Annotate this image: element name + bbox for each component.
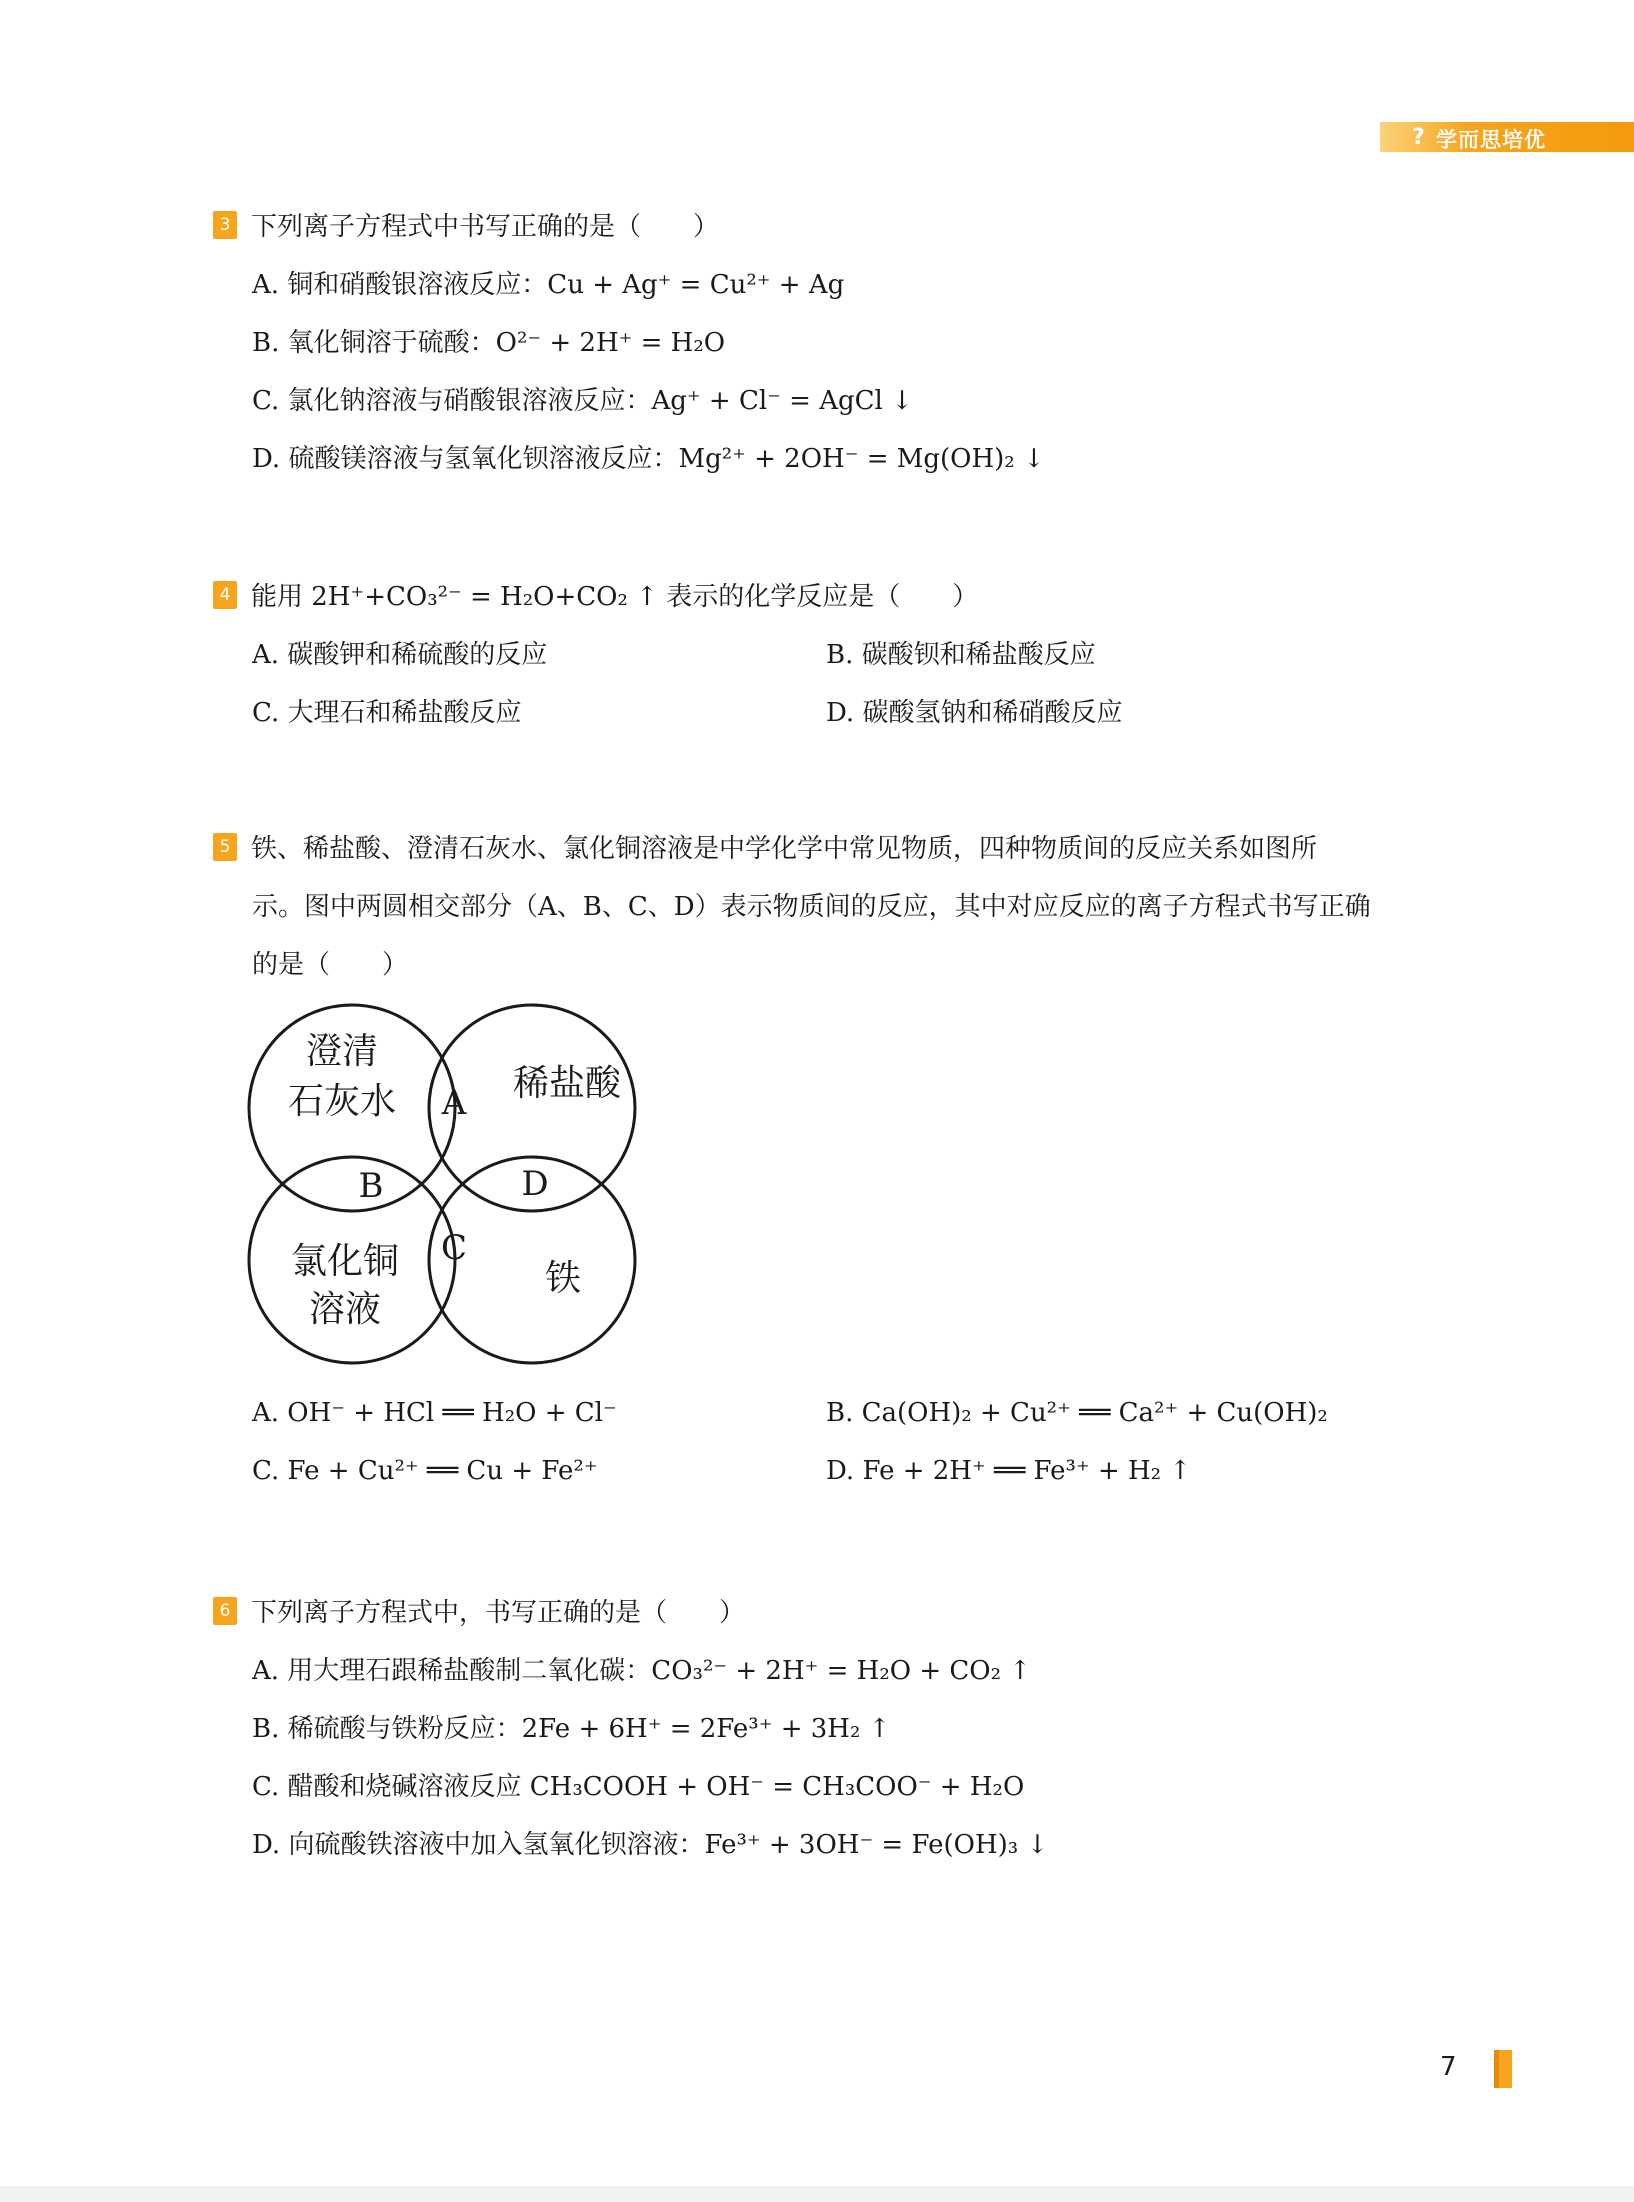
option-6d: D. 向硫酸铁溶液中加入氢氧化钡溶液：Fe³⁺ + 3OH⁻ = Fe(OH)₃ ↓ bbox=[252, 1830, 1049, 1860]
question-number-badge: 6 bbox=[213, 1597, 237, 1625]
option-3a: A. 铜和硝酸银溶液反应：Cu + Ag⁺ = Cu²⁺ + Ag bbox=[252, 270, 845, 300]
option-5c: C. Fe + Cu²⁺ ══ Cu + Fe²⁺ bbox=[252, 1456, 598, 1486]
question-5-header bbox=[213, 828, 1317, 865]
label-copper-chloride-1: 氯化铜 bbox=[290, 1241, 400, 1282]
question-number-badge: 3 bbox=[213, 211, 237, 239]
option-4a: A. 碳酸钾和稀硫酸的反应 bbox=[252, 640, 548, 670]
brand-banner bbox=[1380, 122, 1634, 152]
label-copper-chloride-2: 溶液 bbox=[308, 1289, 382, 1330]
label-hydrochloric-acid: 稀盐酸 bbox=[512, 1063, 622, 1104]
brand-logo-icon: ? bbox=[1412, 125, 1425, 150]
question-stem: 下列离子方程式中书写正确的是（ ） bbox=[251, 212, 720, 242]
question-stem: 能用 2H⁺+CO₃²⁻ = H₂O+CO₂ ↑ 表示的化学反应是（ ） bbox=[251, 582, 979, 612]
question-stem-line2: 示。图中两圆相交部分（A、B、C、D）表示物质间的反应，其中对应反应的离子方程式书写正确 bbox=[252, 892, 1371, 922]
page-marker-accent bbox=[1494, 2050, 1499, 2088]
option-3c: C. 氯化钠溶液与硝酸银溶液反应：Ag⁺ + Cl⁻ = AgCl ↓ bbox=[252, 386, 913, 416]
question-stem-line3: 的是（ ） bbox=[252, 950, 409, 980]
page-number: 7 bbox=[1440, 2052, 1457, 2082]
option-6a: A. 用大理石跟稀盐酸制二氧化碳：CO₃²⁻ + 2H⁺ = H₂O + CO₂ ↑ bbox=[252, 1656, 1032, 1686]
venn-diagram bbox=[245, 985, 675, 1385]
option-4b: B. 碳酸钡和稀盐酸反应 bbox=[826, 640, 1096, 670]
option-6b: B. 稀硫酸与铁粉反应：2Fe + 6H⁺ = 2Fe³⁺ + 3H₂ ↑ bbox=[252, 1714, 891, 1744]
label-limewater-1: 澄清 bbox=[305, 1031, 379, 1072]
question-number-badge: 5 bbox=[213, 833, 237, 861]
option-3d: D. 硫酸镁溶液与氢氧化钡溶液反应：Mg²⁺ + 2OH⁻ = Mg(OH)₂ ↓ bbox=[252, 444, 1045, 474]
region-c-label: C bbox=[440, 1228, 468, 1268]
question-stem: 下列离子方程式中，书写正确的是（ ） bbox=[251, 1598, 746, 1628]
question-4-header bbox=[213, 576, 978, 613]
footer-band bbox=[0, 2186, 1634, 2202]
option-6c: C. 醋酸和烧碱溶液反应 CH₃COOH + OH⁻ = CH₃COO⁻ + H₂O bbox=[252, 1772, 1025, 1802]
question-3-header bbox=[213, 206, 719, 243]
question-number-badge: 4 bbox=[213, 581, 237, 609]
option-5d: D. Fe + 2H⁺ ══ Fe³⁺ + H₂ ↑ bbox=[826, 1456, 1192, 1486]
option-3b: B. 氧化铜溶于硫酸：O²⁻ + 2H⁺ = H₂O bbox=[252, 328, 726, 358]
region-d-label: D bbox=[521, 1164, 549, 1204]
brand-name: 学而思培优 bbox=[1436, 128, 1546, 152]
option-5b: B. Ca(OH)₂ + Cu²⁺ ══ Ca²⁺ + Cu(OH)₂ bbox=[826, 1398, 1328, 1428]
option-4d: D. 碳酸氢钠和稀硝酸反应 bbox=[826, 698, 1123, 728]
option-4c: C. 大理石和稀盐酸反应 bbox=[252, 698, 522, 728]
label-iron: 铁 bbox=[544, 1258, 582, 1299]
region-b-label: B bbox=[358, 1166, 384, 1206]
question-stem: 铁、稀盐酸、澄清石灰水、氯化铜溶液是中学化学中常见物质，四种物质间的反应关系如图所 bbox=[251, 834, 1318, 864]
question-6-header bbox=[213, 1592, 745, 1629]
label-limewater-2: 石灰水 bbox=[287, 1081, 397, 1122]
option-5a: A. OH⁻ + HCl ══ H₂O + Cl⁻ bbox=[252, 1398, 617, 1428]
region-a-label: A bbox=[441, 1083, 467, 1123]
